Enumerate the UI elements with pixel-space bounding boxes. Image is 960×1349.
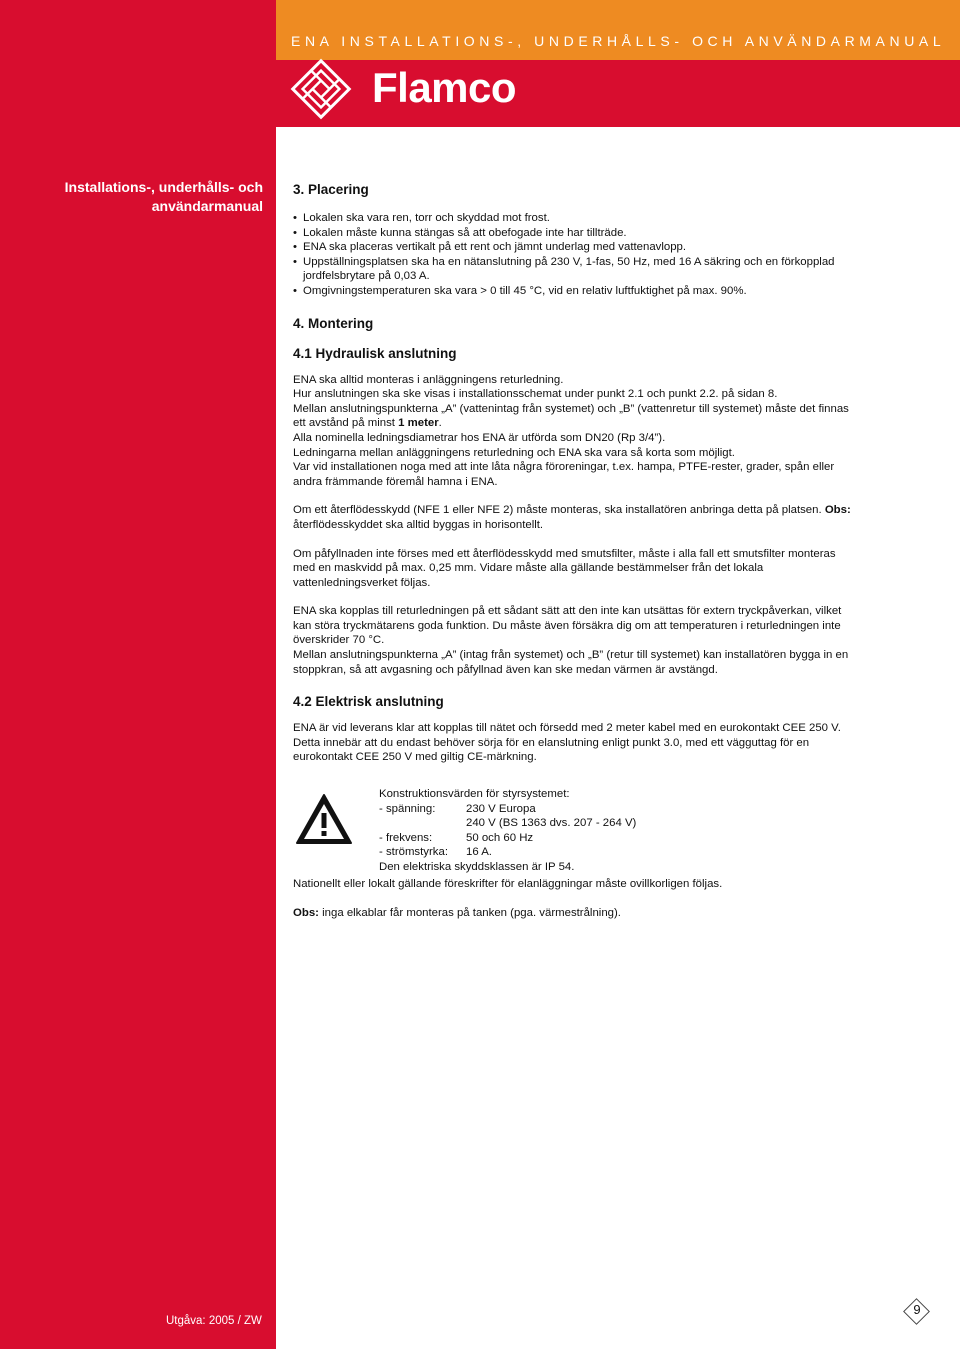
subsection-heading-hydraulisk: 4.1 Hydraulisk anslutning <box>293 345 457 361</box>
sidebar-title: Installations-, underhålls- och användarmanual <box>64 179 263 214</box>
paragraph: Mellan anslutningspunkterna „A” (vattenintag från systemet) och „B” (vattenretur till systemet) måste det finnas ett avstånd på minst 1 meter. <box>293 402 849 430</box>
page-number-badge <box>903 1298 931 1326</box>
paragraph: Alla nominella ledningsdiametrar hos ENA är utförda som DN20 (Rp 3/4”). <box>293 431 666 444</box>
paragraph: Om påfyllnaden inte förses med ett återflödesskydd med smutsfilter, måste i alla fall ett smutsfilter monteras med en maskvidd på max. 0,25 mm. Vidare måste alla gällande bestämmelser från det lokala vattenledningsverket följas. <box>293 547 836 589</box>
list-item: • ENA ska placeras vertikalt på ett rent och jämnt underlag med vattenavlopp. <box>293 240 853 255</box>
spec-row: - strömstyrka: 16 A. <box>379 846 492 859</box>
paragraph: Var vid installationen noga med att inte låta några föroreningar, t.ex. hampa, PTFE-rester, grader, spån eller andra främmande föremål hamna i ENA. <box>293 461 835 488</box>
warning-icon <box>295 793 353 845</box>
brand-name: Flamco <box>372 64 517 111</box>
subsection-heading-elektrisk: 4.2 Elektrisk anslutning <box>293 694 444 710</box>
paragraph: Ledningarna mellan anläggningens returledning och ENA ska vara så korta som möjligt. <box>293 446 735 459</box>
list-item: • Lokalen ska vara ren, torr och skyddad mot frost. <box>293 211 853 226</box>
paragraph: Detta innebär att du endast behöver sörja för en elanslutning enligt punkt 3.0, med ett vägguttag för en eurokontakt CEE 250 V med giltig CE-märkning. <box>293 736 810 764</box>
spec-row: - frekvens: 50 och 60 Hz <box>379 831 534 844</box>
spec-last-line: Den elektriska skyddsklassen är IP 54. <box>379 861 575 873</box>
page-number: 9 <box>913 1302 921 1317</box>
warning-block <box>293 781 853 877</box>
spec-title: Konstruktionsvärden för styrsystemet: <box>379 788 570 801</box>
spec-row: 240 V (BS 1363 dvs. 207 - 264 V) <box>466 817 637 830</box>
document-title: ENA INSTALLATIONS-, UNDERHÅLLS- OCH ANVÄNDARMANUAL <box>291 33 946 49</box>
spec-table <box>379 802 636 860</box>
paragraph: Om ett återflödesskydd (NFE 1 eller NFE 2) måste monteras, ska installatören anbringa detta på platsen. Obs: återflödesskyddet ska alltid byggas in horisontellt. <box>293 504 851 531</box>
paragraph: Hur anslutningen ska ske visas i installationsschemat under punkt 2.1 och punkt 2.2. på sidan 8. <box>293 388 778 401</box>
paragraph: Nationellt eller lokalt gällande föreskrifter för elanläggningar måste ovillkorligen följas. <box>293 878 723 891</box>
section-heading-placering: 3. Placering <box>293 182 369 197</box>
edition-footer: Utgåva: 2005 / ZW <box>166 1315 262 1327</box>
spec-block <box>379 787 636 875</box>
list-item: • Omgivningstemperaturen ska vara > 0 till 45 °C, vid en relativ luftfuktighet på max. 90%. <box>293 284 853 299</box>
placering-list <box>293 211 853 299</box>
paragraph: Obs: inga elkablar får monteras på tanken (pga. värmestrålning). <box>293 906 621 919</box>
main-content <box>293 181 853 920</box>
header-orange-band <box>276 0 960 60</box>
list-item: • Uppställningsplatsen ska ha en nätanslutning på 230 V, 1-fas, 50 Hz, med 16 A säkring och en förkopplad jordfelsbrytare på 0,03 A. <box>293 255 853 284</box>
list-item: • Lokalen måste kunna stängas så att obefogade inte har tillträde. <box>293 226 853 241</box>
section-heading-montering: 4. Montering <box>293 315 374 331</box>
flamco-logo-icon <box>290 56 352 122</box>
paragraph: ENA ska kopplas till returledningen på ett sådant sätt att den inte kan utsättas för extern tryckpåverkan, vilket kan störa tryckmätarens goda funktion. Du måste även försäkra dig om att temperaturen i returledningen inte överskrider 70 °C. <box>293 605 842 647</box>
paragraph: ENA ska alltid monteras i anläggningens returledning. <box>293 373 564 386</box>
paragraph: Mellan anslutningspunkterna „A” (intag från systemet) och „B” (retur till systemet) kan installatören bygga in en stoppkran, så att avgasning och påfyllnad även kan ske medan värmen är avstängd. <box>293 649 849 676</box>
spec-row: - spänning: 230 V Europa <box>379 802 536 815</box>
paragraph: ENA är vid leverans klar att kopplas till nätet och försedd med 2 meter kabel med en eurokontakt CEE 250 V. <box>293 722 841 735</box>
